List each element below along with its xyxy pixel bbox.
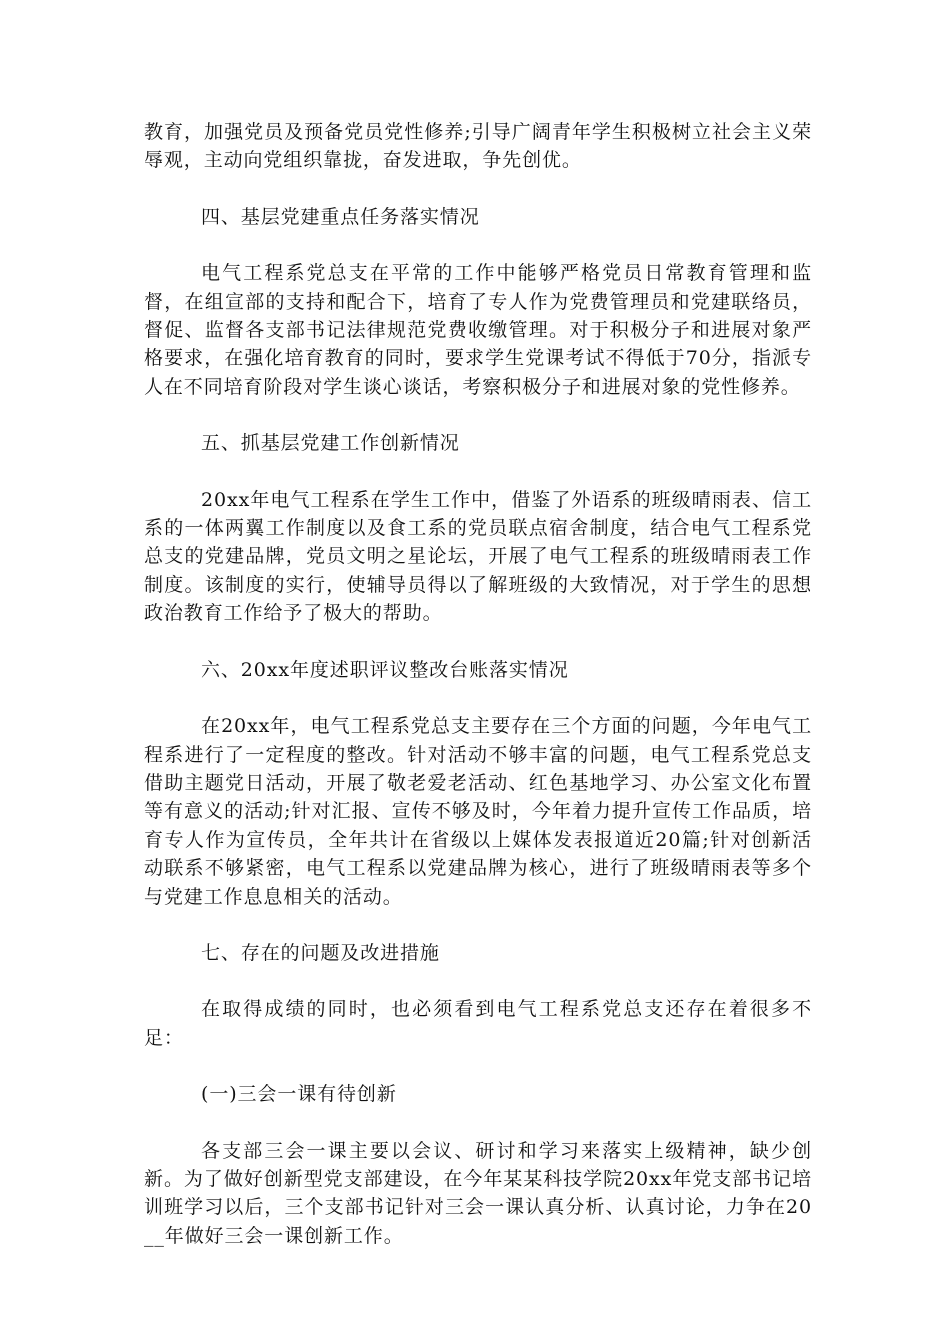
- document-page: [144, 118, 812, 1250]
- subsection-heading-1: (一)三会一课有待创新: [201, 1083, 397, 1106]
- section-heading-4: 四、基层党建重点任务落实情况: [201, 205, 480, 228]
- paragraph-intro-continuation: 教育，加强党员及预备党员党性修养;引导广阔青年学生积极树立社会主义荣辱观，主动向党组织靠拢，奋发进取，争先创优。: [144, 121, 812, 172]
- paragraph-section-4-body: 电气工程系党总支在平常的工作中能够严格党员日常教育管理和监督，在组宣部的支持和配合下，培育了专人作为党费管理员和党建联络员，督促、监督各支部书记法律规范党费收缴管理。对于积极分子和进展对象严格要求，在强化培育教育的同时，要求学生党课考试不得低于70分，指派专人在不同培育阶段对学生谈心谈话，考察积极分子和进展对象的党性修养。: [144, 262, 812, 398]
- section-heading-7: 七、存在的问题及改进措施: [201, 941, 440, 964]
- paragraph-section-6-body: 在20xx年，电气工程系党总支主要存在三个方面的问题，今年电气工程系进行了一定程度的整改。针对活动不够丰富的问题，电气工程系党总支借助主题党日活动，开展了敬老爱老活动、红色基地学习、办公室文化布置等有意义的活动;针对汇报、宣传不够及时，今年着力提升宣传工作品质，培育专人作为宣传员，全年共计在省级以上媒体发表报道近20篇;针对创新活动联系不够紧密，电气工程系以党建品牌为核心，进行了班级晴雨表等多个与党建工作息息相关的活动。: [144, 715, 812, 908]
- section-heading-5: 五、抓基层党建工作创新情况: [201, 432, 460, 455]
- paragraph-section-5-body: 20xx年电气工程系在学生工作中，借鉴了外语系的班级晴雨表、信工系的一体两翼工作制度以及食工系的党员联点宿舍制度，结合电气工程系党总支的党建品牌，党员文明之星论坛，开展了电气工程系的班级晴雨表工作制度。该制度的实行，使辅导员得以了解班级的大致情况，对于学生的思想政治教育工作给予了极大的帮助。: [144, 488, 812, 625]
- paragraph-subsection-1-body: 各支部三会一课主要以会议、研讨和学习来落实上级精神，缺少创新。为了做好创新型党支部建设，在今年某某科技学院20xx年党支部书记培训班学习以后，三个支部书记针对三会一课认真分析、认真讨论，力争在20__年做好三会一课创新工作。: [144, 1139, 812, 1247]
- section-heading-6: 六、20xx年度述职评议整改台账落实情况: [201, 658, 569, 681]
- paragraph-section-7-intro: 在取得成绩的同时，也必须看到电气工程系党总支还存在着很多不足：: [144, 998, 812, 1049]
